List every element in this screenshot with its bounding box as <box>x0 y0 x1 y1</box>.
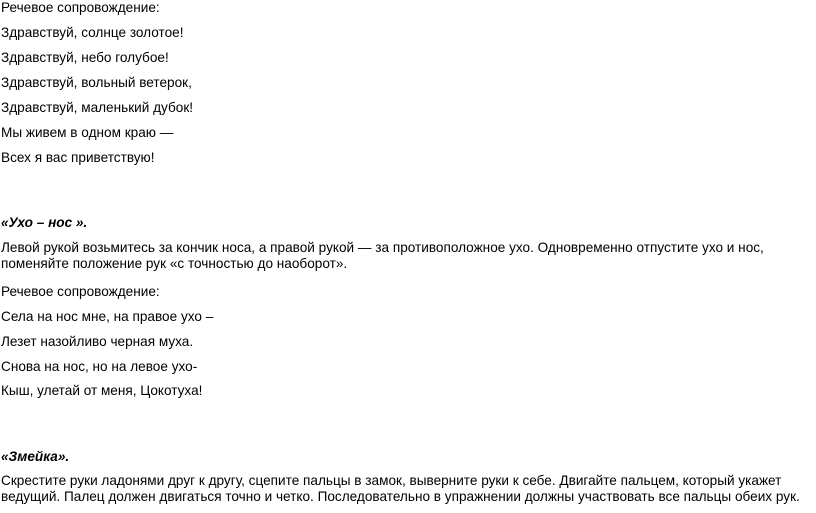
poem-line: Здравствуй, солнце золотое! <box>1 25 184 40</box>
speech-accompaniment-label: Речевое сопровождение: <box>1 0 160 15</box>
exercise-description-ear-nose: Левой рукой возьмитесь за кончик носа, а правой рукой — за противоположное ухо. Одновременно отпустите ухо и нос, поменяйте положение рук «с точностью до наоборот». <box>1 240 764 271</box>
speech-accompaniment-label: Речевое сопровождение: <box>1 284 160 299</box>
exercise-title-snake: «Змейка». <box>1 449 70 464</box>
poem-line: Лезет назойливо черная муха. <box>1 334 194 349</box>
exercise-title-ear-nose: «Ухо – нос ». <box>1 215 88 230</box>
poem-line: Снова на нос, но на левое ухо- <box>1 359 198 374</box>
poem-line: Всех я вас приветствую! <box>1 150 155 165</box>
poem-line: Села на нос мне, на правое ухо – <box>1 309 214 324</box>
poem-line: Здравствуй, маленький дубок! <box>1 100 194 115</box>
poem-line: Здравствуй, небо голубое! <box>1 50 169 65</box>
exercise-description-snake: Скрестите руки ладонями друг к другу, сцепите пальцы в замок, выверните руки к себе. Двигайте пальцем, который укажет ведущий. Палец должен двигаться точно и четко. Последовательно в упражнении должны участвовать все пальцы обеих рук. <box>1 473 800 504</box>
poem-line: Кыш, улетай от меня, Цокотуха! <box>1 383 203 398</box>
poem-line: Мы живем в одном краю — <box>1 125 174 140</box>
poem-line: Здравствуй, вольный ветерок, <box>1 75 192 90</box>
